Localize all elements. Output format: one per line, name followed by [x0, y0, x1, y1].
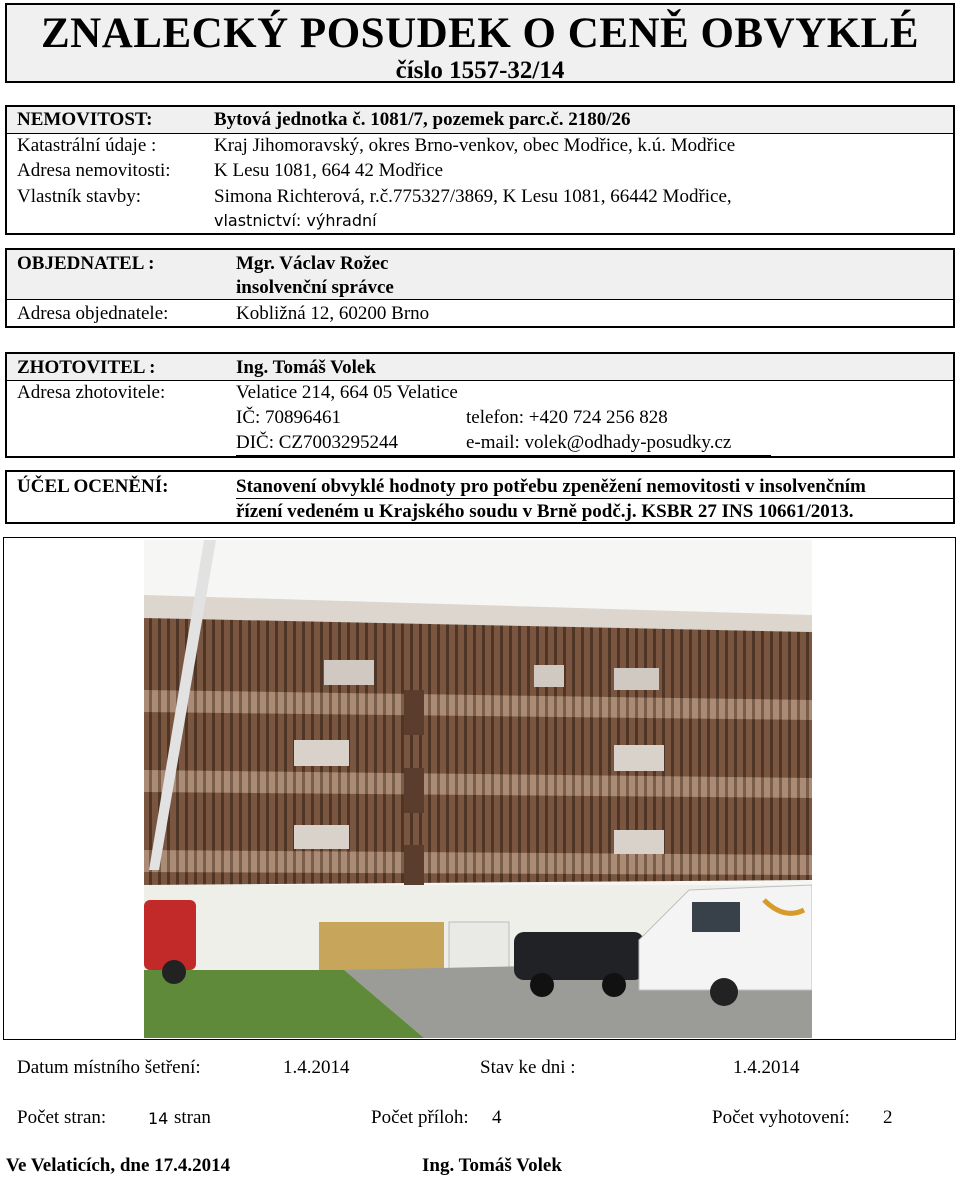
client-role: insolvenční správce [236, 277, 394, 298]
attachments-count: 4 [492, 1107, 502, 1128]
pages-count: 14 [148, 1109, 169, 1128]
copies-count: 2 [883, 1107, 893, 1128]
property-label: NEMOVITOST: [17, 109, 153, 130]
property-address-label: Adresa nemovitosti: [17, 160, 171, 181]
client-name: Mgr. Václav Rožec [236, 253, 389, 274]
client-label: OBJEDNATEL : [17, 253, 155, 274]
client-header-rule [7, 299, 953, 300]
property-value: Bytová jednotka č. 1081/7, pozemek parc.č. 2180/26 [214, 109, 631, 130]
client-address-label: Adresa objednatele: [17, 303, 169, 324]
contractor-address-value: Velatice 214, 664 05 Velatice [236, 382, 458, 403]
purpose-line-1: Stanovení obvyklé hodnoty pro potřebu zpeněžení nemovitosti v insolvenčním [236, 476, 866, 497]
cadastral-label: Katastrální údaje : [17, 135, 157, 156]
ownership-value: vlastnictví: výhradní [214, 211, 377, 230]
owner-value: Simona Richterová, r.č.775327/3869, K Lesu 1081, 66442 Modřice, [214, 186, 732, 207]
document-number: číslo 1557-32/14 [395, 57, 565, 84]
contractor-dic: DIČ: CZ7003295244 [236, 432, 399, 453]
contractor-bottom-rule [236, 455, 771, 456]
state-date: 1.4.2014 [733, 1057, 800, 1078]
building-photo [144, 540, 812, 1038]
document-title: ZNALECKÝ POSUDEK O CENĚ OBVYKLÉ [40, 10, 920, 57]
pages-unit: stran [174, 1107, 211, 1128]
place-date: Ve Velaticích, dne 17.4.2014 [6, 1155, 231, 1176]
attachments-label: Počet příloh: [371, 1107, 469, 1128]
owner-label: Vlastník stavby: [17, 186, 142, 207]
contractor-email: e-mail: volek@odhady-posudky.cz [466, 432, 732, 453]
inspection-date: 1.4.2014 [283, 1057, 350, 1078]
state-label: Stav ke dni : [480, 1057, 576, 1078]
copies-label: Počet vyhotovení: [712, 1107, 850, 1128]
contractor-label: ZHOTOVITEL : [17, 357, 156, 378]
contractor-ic: IČ: 70896461 [236, 407, 342, 428]
cadastral-value: Kraj Jihomoravský, okres Brno-venkov, obec Modřice, k.ú. Modřice [214, 135, 736, 156]
pages-label: Počet stran: [17, 1107, 107, 1128]
property-address-value: K Lesu 1081, 664 42 Modřice [214, 160, 444, 181]
inspection-label: Datum místního šetření: [17, 1057, 201, 1078]
contractor-phone: telefon: +420 724 256 828 [466, 407, 668, 428]
purpose-line-2: řízení vedeném u Krajského soudu v Brně podč.j. KSBR 27 INS 10661/2013. [236, 501, 854, 522]
signature-name: Ing. Tomáš Volek [422, 1155, 562, 1176]
purpose-label: ÚČEL OCENĚNÍ: [17, 476, 169, 497]
contractor-name: Ing. Tomáš Volek [236, 357, 376, 378]
client-address-value: Kobližná 12, 60200 Brno [236, 303, 430, 324]
contractor-address-label: Adresa zhotovitele: [17, 382, 166, 403]
title-box [5, 3, 955, 83]
